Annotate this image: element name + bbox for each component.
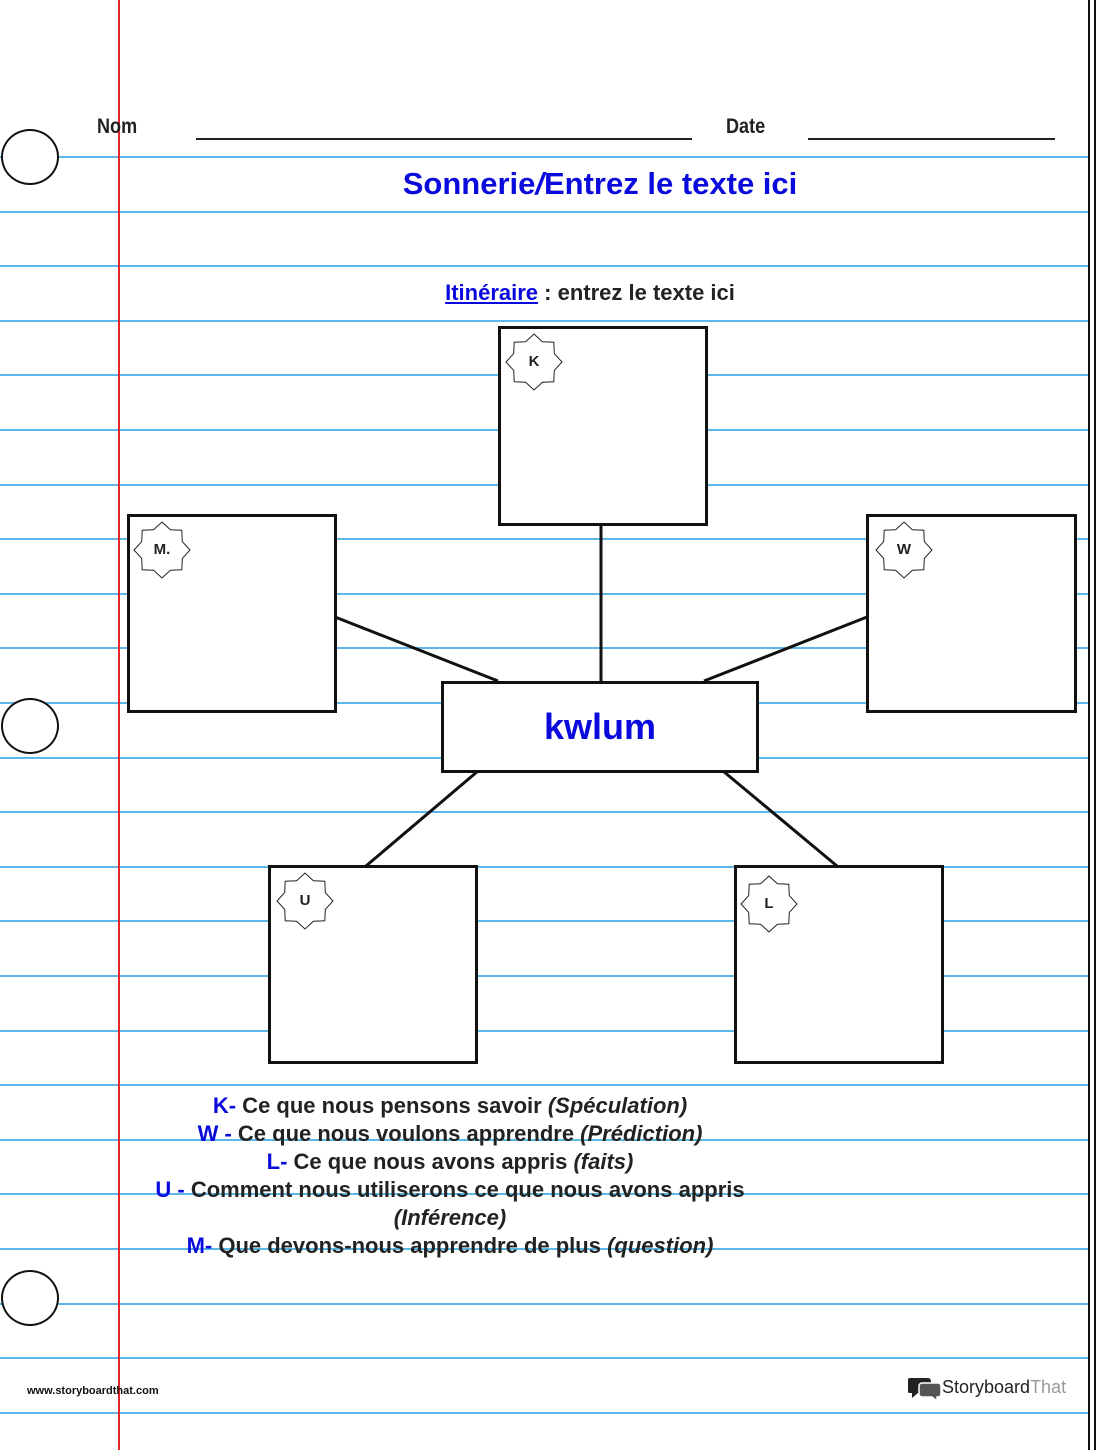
box-w[interactable] [866, 514, 1077, 713]
center-box[interactable] [441, 681, 759, 773]
legend-m-italic: (question) [607, 1233, 714, 1258]
legend-row-u-cont [130, 1204, 770, 1232]
box-k[interactable] [498, 326, 708, 526]
badge-m [133, 521, 191, 579]
legend [130, 1092, 770, 1260]
box-l[interactable] [734, 865, 944, 1064]
center-label: kwlum [543, 706, 657, 747]
badge-k-letter: K [528, 353, 540, 370]
badge-w [875, 521, 933, 579]
connector-m [335, 617, 498, 681]
badge-u-letter: U [299, 892, 311, 909]
badge-m-letter: M. [153, 541, 171, 558]
legend-u-text: Comment nous utiliserons ce que nous avons appris [184, 1177, 745, 1202]
connector-w [704, 617, 867, 681]
legend-l-text: Ce que nous avons appris [287, 1149, 574, 1174]
box-m[interactable] [127, 514, 337, 713]
legend-k-key: K- [212, 1093, 237, 1118]
brand-light: That [1030, 1376, 1067, 1397]
badge-w-letter: W [896, 541, 912, 558]
legend-l-italic: (faits) [573, 1149, 634, 1174]
brand-bold: Storyboard [942, 1376, 1031, 1397]
connector-l [723, 771, 837, 866]
legend-row-k [130, 1092, 770, 1120]
directions-link[interactable]: Itinéraire [445, 280, 539, 305]
legend-k-italic: (Spéculation) [547, 1093, 688, 1118]
legend-w-text: Ce que nous voulons apprendre [231, 1121, 581, 1146]
name-label: Nom [97, 115, 138, 138]
legend-l-key: L- [266, 1149, 288, 1174]
legend-row-m [130, 1232, 770, 1260]
speech-bubbles-icon [908, 1374, 942, 1400]
directions-text: : entrez le texte ici [538, 280, 735, 305]
title-slash: / [535, 166, 544, 201]
badge-l-letter: L [764, 895, 774, 912]
legend-k-text: Ce que nous pensons savoir [236, 1093, 548, 1118]
footer-url[interactable]: www.storyboardthat.com [27, 1385, 159, 1397]
brand-logo[interactable] [908, 1374, 1066, 1400]
legend-row-l [130, 1148, 770, 1176]
legend-row-u [130, 1176, 770, 1204]
legend-m-key: M- [186, 1233, 213, 1258]
legend-w-italic: (Prédiction) [580, 1121, 703, 1146]
legend-w-key: W - [197, 1121, 232, 1146]
legend-m-text: Que devons-nous apprendre de plus [212, 1233, 608, 1258]
badge-u [276, 872, 334, 930]
legend-u-italic: (Inférence) [393, 1205, 507, 1230]
badge-k [505, 333, 563, 391]
title-part2: Entrez le texte ici [544, 166, 798, 201]
connector-u [366, 771, 478, 866]
legend-row-w [130, 1120, 770, 1148]
title-part1: Sonnerie [402, 166, 536, 201]
badge-l [740, 875, 798, 933]
date-label: Date [726, 115, 766, 138]
legend-u-key: U - [155, 1177, 185, 1202]
box-u[interactable] [268, 865, 478, 1064]
